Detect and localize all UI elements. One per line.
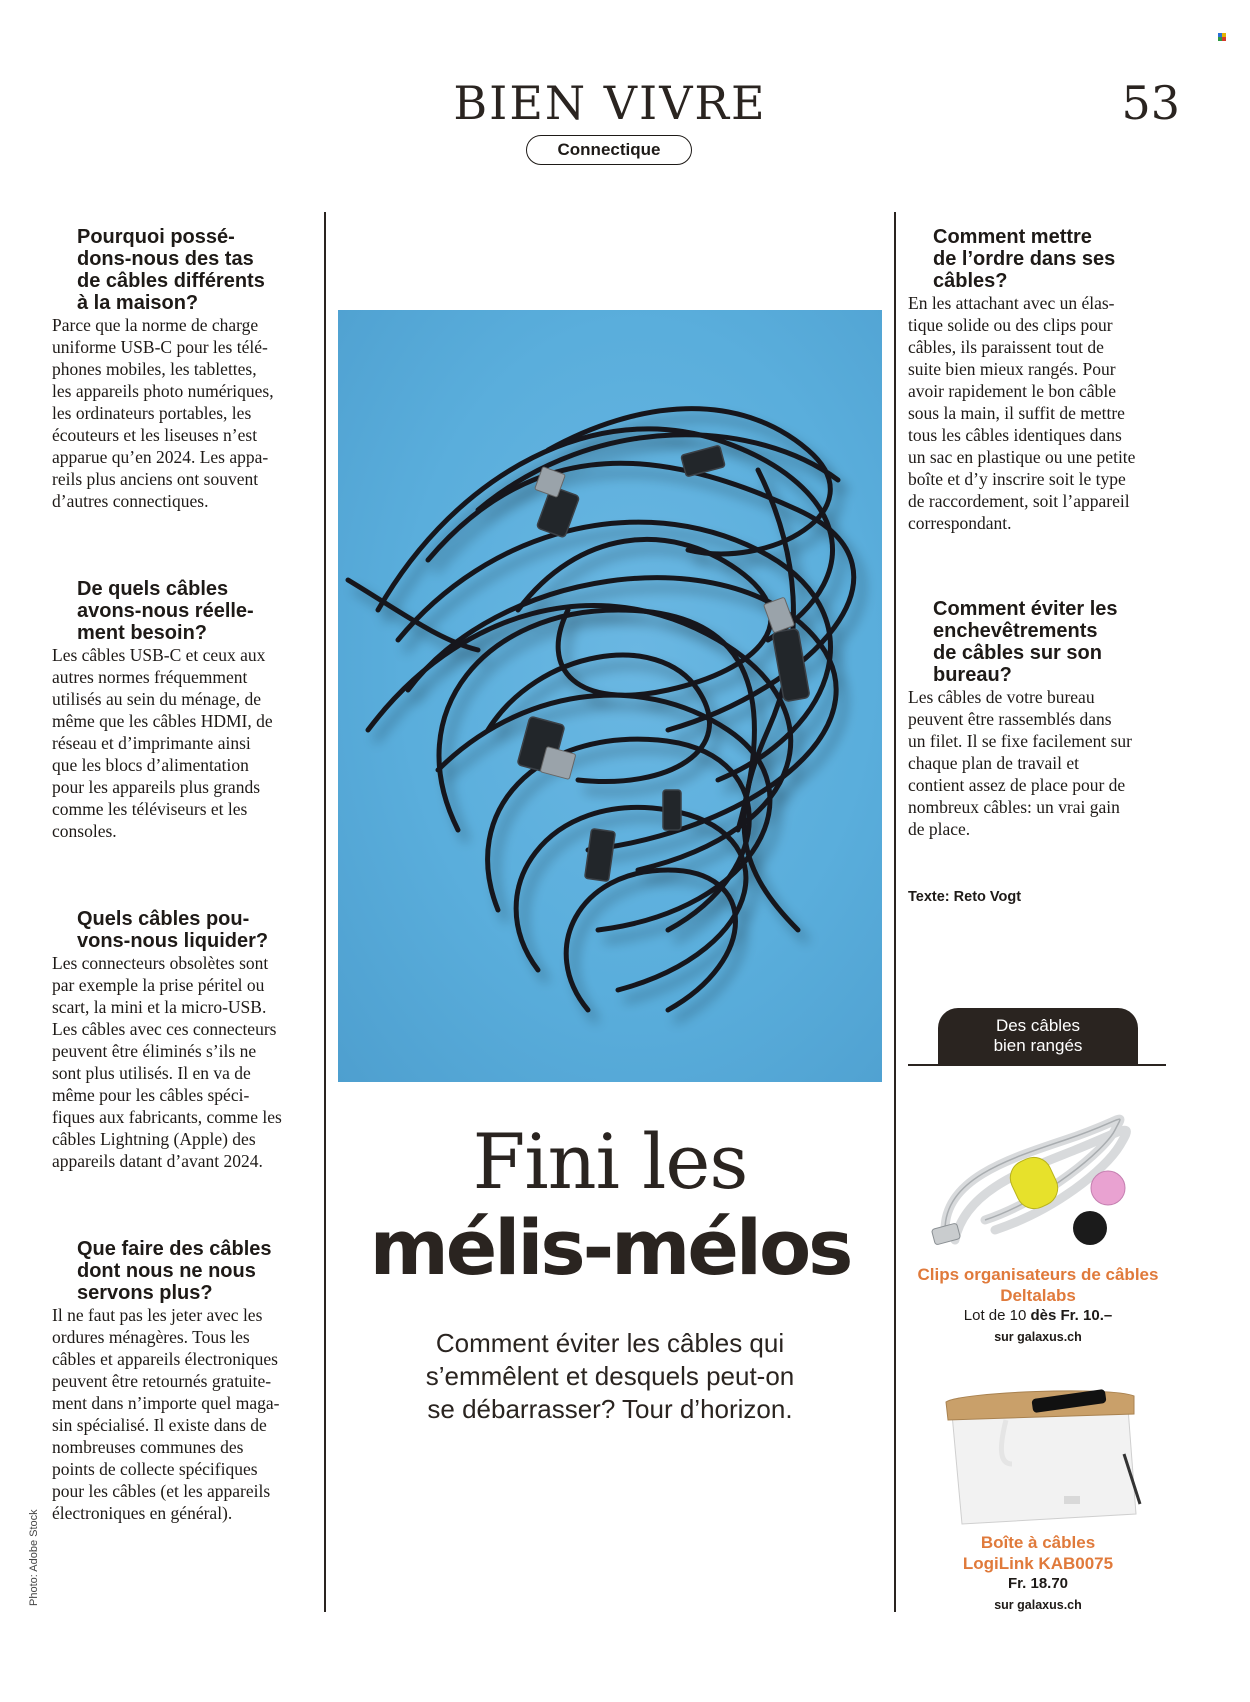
product-source-link[interactable]: sur galaxus.ch <box>994 1330 1082 1344</box>
faq-question: Comment mettre de l’ordre dans ses câbles? <box>933 226 1116 292</box>
faq-answer: Il ne faut pas les jeter avec les ordures ménagères. Tous les câbles et appareils électroniques peuvent être retournés gratuite- ment dans n’importe quel maga- sin spécialisé. Il existe dans de nombreuses communes des points de collecte spécifiques pour les câbles (et les appareils électroniques en général). <box>52 1305 280 1523</box>
cable-box-product-icon <box>940 1384 1150 1534</box>
faq-item <box>52 578 322 842</box>
product-name[interactable]: Boîte à câbles LogiLink KAB0075 <box>962 1533 1114 1573</box>
lead-paragraph: Comment éviter les câbles qui s’emmêlent et desquels peut-on se débarrasser? Tour d’horizon. <box>425 1328 795 1424</box>
product-price: Fr. 18.70 <box>1007 1575 1069 1592</box>
tangled-cables-photo <box>338 310 882 1082</box>
product-box-tab: Des câbles bien rangés <box>938 1008 1138 1064</box>
topic-tag: Connectique <box>526 135 692 165</box>
faq-item <box>908 226 1178 534</box>
faq-answer: En les attachant avec un élas- tique solide ou des clips pour câbles, ils paraissent tout de suite bien mieux rangés. Pour avoir rapidement le bon câble sous la main, il suffit de mettre tous les câbles identiques dans un sac en plastique ou une petite boîte et d’y inscrire soit le type de raccordement, soit l’appareil correspondant. <box>908 293 1136 533</box>
product-source-link[interactable]: sur galaxus.ch <box>994 1598 1082 1612</box>
photo-credit: Photo: Adobe Stock <box>28 1509 40 1606</box>
headline-line-2: mélis-mélos <box>369 1203 851 1292</box>
left-column-rule <box>324 212 326 1612</box>
headline-line-1: Fini les <box>472 1117 748 1206</box>
faq-answer: Les connecteurs obsolètes sont par exemple la prise péritel ou scart, la mini et la micro-USB. Les câbles avec ces connecteurs peuvent être éliminés s’ils ne sont plus utilisés. Il en va de même pour les câbles spéci- fiques aux fabricants, comme les câbles Lightning (Apple) des appareils datant d’avant 2024. <box>52 953 282 1171</box>
faq-question: Quels câbles pou- vons-nous liquider? <box>77 908 269 952</box>
faq-question: Pourquoi possé- dons-nous des tas de câbles différents à la maison? <box>77 226 265 314</box>
right-column-rule <box>894 212 896 1612</box>
cable-clips-product-icon <box>925 1090 1155 1260</box>
faq-item <box>52 1238 322 1524</box>
product-price: Lot de 10 dès Fr. 10.– <box>963 1307 1113 1324</box>
faq-question: Comment éviter les enchevêtrements de câbles sur son bureau? <box>933 598 1118 686</box>
author-credit: Texte: Reto Vogt <box>908 889 1022 905</box>
corner-marker-icon <box>1218 33 1226 41</box>
page-number: 53 <box>1121 76 1180 130</box>
faq-item <box>52 908 322 1172</box>
cables-illustration-icon <box>338 310 882 1082</box>
product-box-rule <box>908 1064 1166 1066</box>
faq-answer: Parce que la norme de charge uniforme USB-C pour les télé- phones mobiles, les tablettes, les appareils photo numériques, les ordinateurs portables, les écouteurs et les liseuses n’est apparue qu’en 2024. Les appa- reils plus anciens ont souvent d’autres connectiques. <box>52 315 274 511</box>
faq-answer: Les câbles de votre bureau peuvent être rassemblés dans un filet. Il se fixe facilement sur chaque plan de travail et contient assez de place pour de nombreux câbles: un vrai gain de place. <box>908 687 1133 839</box>
section-title: BIEN VIVRE <box>453 76 767 130</box>
faq-question: De quels câbles avons-nous réelle- ment besoin? <box>77 578 254 644</box>
faq-answer: Les câbles USB-C et ceux aux autres normes fréquemment utilisés au sein du ménage, de même que les câbles HDMI, de réseau et d’imprimante ainsi que les blocs d’alimentation pour les appareils plus grands comme les téléviseurs et les consoles. <box>52 645 273 841</box>
faq-item <box>52 226 322 512</box>
product-name[interactable]: Clips organisateurs de câbles Deltalabs <box>917 1265 1159 1305</box>
faq-item <box>908 598 1178 840</box>
faq-question: Que faire des câbles dont nous ne nous servons plus? <box>77 1238 272 1304</box>
